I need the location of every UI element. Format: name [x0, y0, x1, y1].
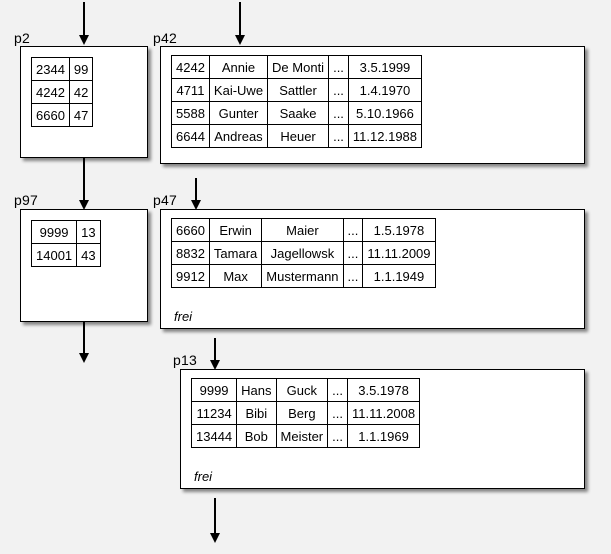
table-row [172, 56, 422, 79]
cell-key: 6660 [32, 104, 70, 127]
node-label-p97: p97 [14, 192, 38, 208]
cell-first-name: Gunter [209, 102, 267, 125]
table-row [32, 244, 101, 267]
free-space-label-p47: frei [174, 309, 193, 324]
cell-date: 11.12.1988 [348, 125, 421, 148]
cell-first-name: Max [209, 265, 261, 288]
table-row [32, 81, 93, 104]
node-label-p13: p13 [173, 352, 197, 368]
cell-date: 11.11.2008 [347, 402, 419, 425]
cell-ellipsis: ... [343, 242, 363, 265]
cell-ptr: 42 [69, 81, 92, 104]
table-row [172, 79, 422, 102]
cell-date: 1.4.1970 [348, 79, 421, 102]
node-table-p42 [171, 55, 422, 148]
cell-key: 9912 [172, 265, 210, 288]
cell-first-name: Andreas [209, 125, 267, 148]
cell-last-name: Mustermann [262, 265, 343, 288]
cell-ptr: 13 [77, 221, 100, 244]
cell-last-name: De Monti [268, 56, 329, 79]
cell-first-name: Bibi [237, 402, 276, 425]
cell-key: 13444 [192, 425, 237, 448]
cell-ellipsis: ... [328, 402, 348, 425]
cell-first-name: Hans [237, 379, 276, 402]
table-row [172, 102, 422, 125]
cell-key: 4711 [172, 79, 210, 102]
cell-last-name: Jagellowsk [262, 242, 343, 265]
cell-ellipsis: ... [329, 125, 349, 148]
cell-ellipsis: ... [343, 265, 363, 288]
cell-date: 11.11.2009 [363, 242, 435, 265]
cell-ellipsis: ... [329, 102, 349, 125]
cell-ptr: 99 [69, 58, 92, 81]
cell-last-name: Heuer [268, 125, 329, 148]
table-row [32, 104, 93, 127]
node-table-p13 [191, 378, 420, 448]
cell-key: 5588 [172, 102, 210, 125]
cell-date: 1.5.1978 [363, 219, 435, 242]
cell-first-name: Bob [237, 425, 276, 448]
cell-key: 4242 [32, 81, 70, 104]
table-row [32, 58, 93, 81]
cell-first-name: Erwin [209, 219, 261, 242]
cell-ellipsis: ... [328, 379, 348, 402]
cell-ptr: 43 [77, 244, 100, 267]
cell-last-name: Sattler [268, 79, 329, 102]
cell-date: 3.5.1978 [347, 379, 419, 402]
cell-key: 11234 [192, 402, 237, 425]
cell-key: 2344 [32, 58, 70, 81]
table-row [32, 221, 101, 244]
cell-first-name: Annie [209, 56, 267, 79]
cell-date: 3.5.1999 [348, 56, 421, 79]
free-space-label-p13: frei [194, 469, 213, 484]
cell-key: 6644 [172, 125, 210, 148]
cell-first-name: Tamara [209, 242, 261, 265]
cell-key: 4242 [172, 56, 210, 79]
table-row [172, 242, 436, 265]
table-row [192, 379, 420, 402]
cell-ellipsis: ... [329, 79, 349, 102]
node-table-p97 [31, 220, 101, 267]
node-label-p2: p2 [14, 30, 30, 46]
cell-ellipsis: ... [328, 425, 348, 448]
table-row [192, 425, 420, 448]
cell-last-name: Saake [268, 102, 329, 125]
cell-key: 6660 [172, 219, 210, 242]
cell-last-name: Maier [262, 219, 343, 242]
node-label-p42: p42 [153, 30, 177, 46]
table-row [172, 219, 436, 242]
cell-last-name: Berg [276, 402, 328, 425]
table-row [172, 265, 436, 288]
cell-date: 1.1.1949 [363, 265, 435, 288]
table-row [172, 125, 422, 148]
cell-date: 1.1.1969 [347, 425, 419, 448]
cell-ptr: 47 [69, 104, 92, 127]
cell-last-name: Meister [276, 425, 328, 448]
cell-key: 8832 [172, 242, 210, 265]
cell-first-name: Kai-Uwe [209, 79, 267, 102]
cell-date: 5.10.1966 [348, 102, 421, 125]
node-table-p47 [171, 218, 436, 288]
cell-key: 14001 [32, 244, 77, 267]
cell-key: 9999 [32, 221, 77, 244]
node-label-p47: p47 [153, 192, 177, 208]
cell-ellipsis: ... [343, 219, 363, 242]
table-row [192, 402, 420, 425]
cell-last-name: Guck [276, 379, 328, 402]
cell-key: 9999 [192, 379, 237, 402]
node-table-p2 [31, 57, 93, 127]
cell-ellipsis: ... [329, 56, 349, 79]
